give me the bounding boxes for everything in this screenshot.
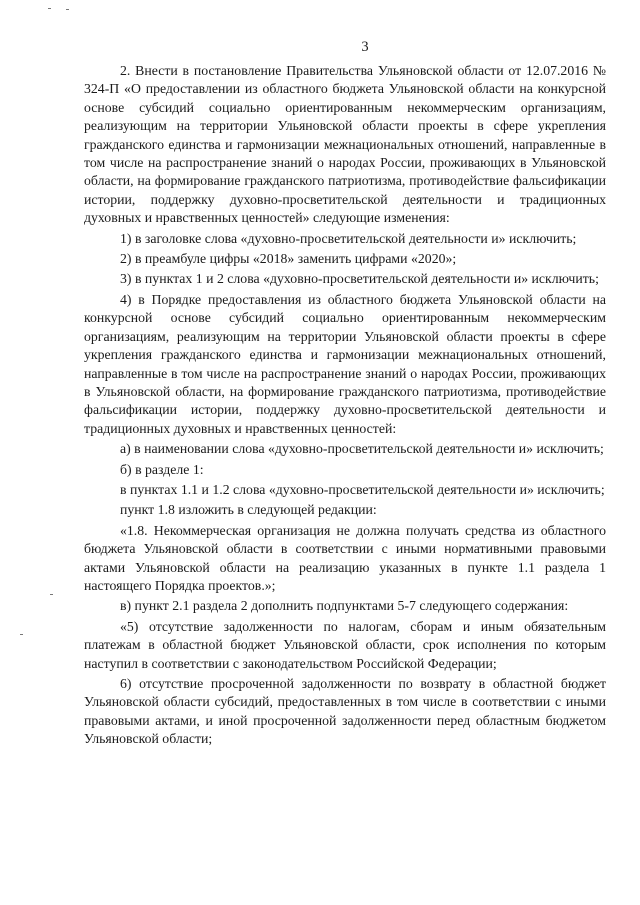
scan-dot [48,8,51,9]
scan-dot [66,9,69,10]
paragraph: б) в разделе 1: [120,461,204,477]
page-number: 3 [361,39,369,55]
paragraph: «1.8. Некоммерческая организация не должна получать средства из областного бюджета Ульяновской области в соответствии с иными нормативными правовыми актами Ульяновской области на реализацию указанных в пункте 1.1 раздела 1 настоящего Порядка проектов.»; [84,522,606,593]
scan-dot [50,594,53,595]
paragraph: 3) в пунктах 1 и 2 слова «духовно-просветительской деятельности и» исключить; [120,271,599,287]
paragraph: 1) в заголовке слова «духовно-просветительской деятельности и» исключить; [120,230,577,246]
paragraph: 4) в Порядке предоставления из областного бюджета Ульяновской области на конкурсной основе субсидий социально ориентированным некоммерческим организациям, реализующим на территории Ульяновской области проекты в сфере укрепления гражданского единства и гармонизации межнациональных отношений, направленные в том числе на распространение знаний о народах России, проживающих в Ульяновской области, на формирование гражданского патриотизма, противодействие фальсификации истории, поддержку духовно-просветительской деятельности и традиционных духовных и нравственных ценностей: [84,291,606,436]
paragraph: 2. Внести в постановление Правительства Ульяновской области от 12.07.2016 № 324-П «О предоставлении из областного бюджета Ульяновской области на конкурсной основе субсидий социально ориентированным некоммерческим организациям, реализующим на территории Ульяновской области проекты в сфере укрепления гражданского единства и гармонизации межнациональных отношений, направленные в том числе на распространение знаний о народах России, проживающих в Ульяновской области, на формирование гражданского патриотизма, противодействие фальсификации истории, поддержку духовно-просветительской деятельности и традиционных духовных и нравственных ценностей» следующие изменения: [84,63,606,226]
paragraph: пункт 1.8 изложить в следующей редакции: [120,502,377,518]
document-body [84,62,606,749]
paragraph: 2) в преамбуле цифры «2018» заменить цифрами «2020»; [120,251,457,267]
paragraph: 6) отсутствие просроченной задолженности по возврату в областной бюджет Ульяновской области субсидий, предоставленных в том числе в соответствии с иными правовыми актами, и иной просроченной задолженности перед областным бюджетом Ульяновской области; [84,676,606,747]
scan-dot [20,634,23,635]
paragraph: в) пункт 2.1 раздела 2 дополнить подпунктами 5-7 следующего содержания: [120,598,569,614]
paragraph: «5) отсутствие задолженности по налогам, сборам и иным обязательным платежам в областной бюджет Ульяновской области, срок исполнения по которым наступил в соответствии с законодательством Российской Федерации; [84,618,606,671]
paragraph: а) в наименовании слова «духовно-просветительской деятельности и» исключить; [120,441,604,457]
paragraph: в пунктах 1.1 и 1.2 слова «духовно-просветительской деятельности и» исключить; [120,481,605,497]
